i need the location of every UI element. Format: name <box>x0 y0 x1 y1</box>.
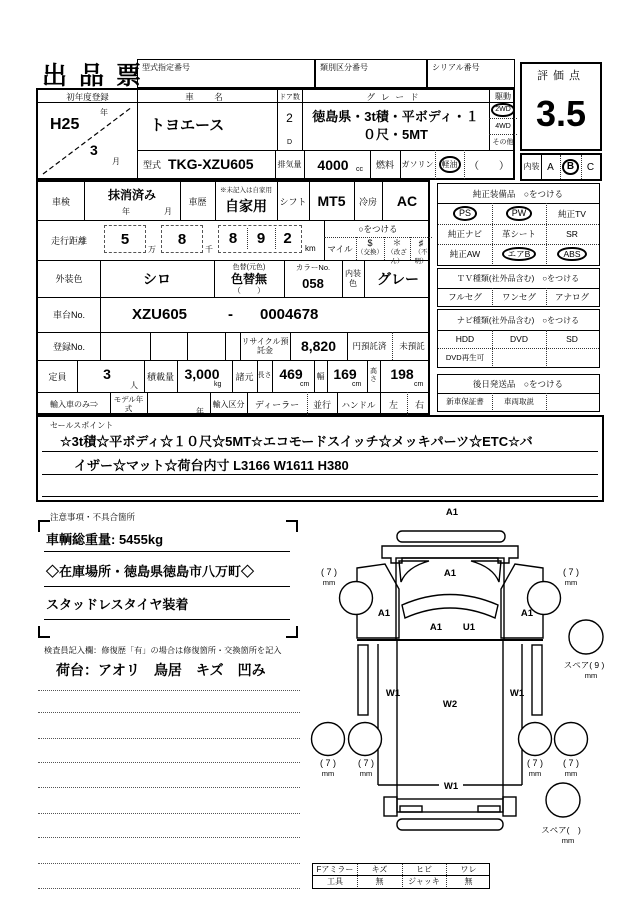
later-shipment-title: 後日発送品 ○をつける <box>472 379 564 389</box>
tools-scratch-label: キズ <box>371 865 388 874</box>
flag-unknown-symbol: ♯ <box>418 238 424 248</box>
mileage-unit-man: 万 <box>148 245 156 254</box>
inspector-rule <box>38 712 300 713</box>
equip-abs-circled: ABS <box>557 247 586 261</box>
recycle-paid: 円預託済 <box>352 341 387 351</box>
flag-tampered-symbol: ＊ <box>392 238 402 248</box>
mileage-digit-5: 2 <box>283 230 292 247</box>
history-value: 自家用 <box>225 198 267 214</box>
windshield-band <box>402 595 498 619</box>
tv-analog: アナログ <box>554 291 589 302</box>
navi-hdd: HDD <box>455 334 475 344</box>
drive-option-4wd: 4WD <box>495 122 511 130</box>
inspector-rule <box>38 863 300 864</box>
recycle-label: リサイクル預託金 <box>241 336 289 355</box>
mark-a1-fender-right: A1 <box>520 608 534 619</box>
recycle-amount: 8,820 <box>300 338 337 354</box>
windshield-corner-left <box>399 561 429 582</box>
notes-line2: ◇在庫場所・徳島県徳島市八万町◇ <box>46 564 255 579</box>
equip-airbag <box>492 244 546 264</box>
first-reg-month: 3 <box>90 142 98 158</box>
chassis-no-right: 0004678 <box>260 306 319 323</box>
recolor-paren: （ ） <box>233 285 265 295</box>
shaken-value: 抹消済み <box>107 187 156 202</box>
dims-length-unit: cm <box>300 381 310 388</box>
mileage-digit-4: 9 <box>256 230 266 247</box>
first-reg-diagonal <box>38 102 137 179</box>
inspector-rule <box>38 888 300 889</box>
mileage-mark-title: ○をつける <box>358 223 398 234</box>
wheel-rear-left-outer <box>312 723 345 756</box>
mileage-unit-km: km <box>305 244 316 253</box>
shift-value: MT5 <box>317 193 346 209</box>
tread-rear-right-outer: ( 7 ) <box>562 758 580 768</box>
spare-bottom-unit: mm <box>561 836 575 845</box>
tail-lamp-left <box>400 806 422 812</box>
import-handle-right: 右 <box>414 400 424 410</box>
import-dealer: ディーラー <box>254 400 300 410</box>
mark-w2-bed: W2 <box>442 699 458 710</box>
sales-points-label: セールスポイント <box>50 421 114 430</box>
reg-no-label: 登録No. <box>52 341 85 352</box>
score-box <box>520 62 602 151</box>
mileage-digit-1: 5 <box>104 225 146 253</box>
tv-fullseg: フルセグ <box>448 291 482 302</box>
sales-points-box <box>36 415 604 502</box>
navi-type-title: ナビ種類(社外品含む) ○をつける <box>456 315 580 325</box>
first-reg-year-unit: 年 <box>100 108 108 117</box>
cooling-label: 冷房 <box>358 196 377 207</box>
doors-value: 2 <box>286 111 293 125</box>
inspector-rule <box>38 762 300 763</box>
spare-top-label: スペア( 9 ) <box>563 660 605 670</box>
inspector-rule <box>38 738 300 739</box>
drive-2wd-circled: 2WD <box>491 103 515 117</box>
equip-airbag-circled: エアB <box>502 247 537 261</box>
wheel-rear-left-inner <box>349 723 382 756</box>
tread-rear-right-outer-unit: mm <box>564 769 578 778</box>
notes-label: 注意事項・不具合箇所 <box>50 512 136 522</box>
wheel-rear-right-inner <box>519 723 552 756</box>
drive-label: 駆動 <box>495 92 511 101</box>
mileage-unit-sen: 千 <box>205 245 213 254</box>
notes-line3: スタッドレスタイヤ装着 <box>46 597 189 612</box>
front-bumper <box>397 531 505 542</box>
dims-label: 諸元 <box>235 371 254 382</box>
interior-grade-b-circled: B <box>562 159 579 175</box>
capacity-unit: 人 <box>130 381 138 390</box>
navi-type-box <box>437 309 600 368</box>
tools-tool-label: 工具 <box>327 876 343 886</box>
mark-a1-cab: A1 <box>429 622 443 633</box>
interior-grade-b <box>560 155 581 179</box>
tread-rear-right-inner-unit: mm <box>528 769 542 778</box>
displacement-unit: cc <box>356 166 363 173</box>
tools-break-label: ワレ <box>460 865 477 874</box>
interior-color-value: グレー <box>377 270 419 287</box>
equip-leather: 革シート <box>501 229 536 239</box>
inspector-rule <box>38 837 300 838</box>
inspector-label: 検査員記入欄：修復歴「有」の場合は修復箇所・交換箇所を記入 <box>44 646 282 655</box>
dims-height-label: 高さ <box>370 367 377 383</box>
tools-crack-label: ヒビ <box>416 865 432 874</box>
payload-value: 3,000 <box>184 366 220 382</box>
windshield-corner-right <box>471 561 501 582</box>
bracket-top-right <box>286 520 298 532</box>
shaken-month-unit: 月 <box>164 207 172 216</box>
import-parallel: 並行 <box>312 400 331 410</box>
capacity-label: 定員 <box>48 371 67 382</box>
spare-bottom-label: スペア( ) <box>541 825 581 835</box>
flag-tampered-caption: （改ざん） <box>387 249 407 265</box>
drive-option-2wd <box>489 102 517 118</box>
recolor-value: 色替無 <box>230 271 267 286</box>
shaken-label: 車検 <box>51 196 70 207</box>
recolor-label: 色替(元色) <box>232 263 266 271</box>
spare-tire-bottom <box>546 783 580 817</box>
tread-rear-right-inner: ( 7 ) <box>526 758 544 768</box>
dims-length-label: 長さ <box>257 371 272 379</box>
fuel-diesel-circled: 軽油 <box>439 156 461 174</box>
equip-navi: 純正ナビ <box>447 229 482 239</box>
equip-pw <box>492 203 546 224</box>
main-table-top <box>36 88 515 180</box>
shaken-year-unit: 年 <box>122 207 130 216</box>
import-handle-label: ハンドル <box>341 399 376 410</box>
history-label: 車歴 <box>188 196 207 207</box>
notes-bracket-box <box>38 520 298 638</box>
later-manual: 車両取説 <box>504 397 534 406</box>
interior-grade-box <box>520 153 602 181</box>
tools-jack-label: ジャッキ <box>408 876 440 886</box>
main-table-mid <box>36 180 430 415</box>
equip-ps-circled: PS <box>453 206 477 221</box>
tools-none-1: 無 <box>375 876 384 886</box>
interior-grade-label: 内装 <box>523 162 540 172</box>
equipment-title: 純正装備品 ○をつける <box>472 188 564 199</box>
equip-sr: SR <box>566 229 578 239</box>
payload-unit: kg <box>214 381 222 388</box>
mark-w1-bottom: W1 <box>443 781 459 792</box>
serial-box <box>427 59 515 88</box>
tread-rear-left-inner: ( 7 ) <box>357 758 375 768</box>
equip-abs <box>546 244 598 264</box>
import-handle-left: 左 <box>388 400 398 410</box>
inspector-entry: 荷台：アオリ 鳥居 キズ 凹み <box>56 662 266 678</box>
tools-none-2: 無 <box>464 876 473 886</box>
mileage-digit-3: 8 <box>228 230 238 247</box>
bracket-bottom-left <box>38 626 50 638</box>
import-division-label: 輸入区分 <box>212 400 245 409</box>
interior-grade-a: A <box>547 161 554 173</box>
later-shipment-box <box>437 374 600 412</box>
wheel-rear-right-outer <box>555 723 588 756</box>
mark-w1-left: W1 <box>385 688 401 699</box>
car-name-value: トヨエース <box>150 117 225 134</box>
bracket-bottom-right <box>286 626 298 638</box>
tread-rear-left-inner-unit: mm <box>359 769 373 778</box>
equip-tv: 純正TV <box>558 208 586 219</box>
mileage-label: 走行距離 <box>50 235 87 246</box>
tread-front-right: ( 7 ) <box>562 567 580 577</box>
sheet-title: 出品票 <box>42 62 154 90</box>
navi-sd: SD <box>566 334 578 344</box>
tail-tab-right <box>503 797 516 816</box>
car-name-label: 車 名 <box>185 91 229 102</box>
equip-ps <box>438 203 492 224</box>
model-label: 型式 <box>142 160 161 170</box>
bed-guard-right <box>532 645 542 715</box>
model-value: TKG-XZU605 <box>168 156 254 172</box>
dims-height-unit: cm <box>414 381 424 388</box>
payload-label: 積載量 <box>146 371 174 382</box>
score-value: 3.5 <box>535 93 587 134</box>
doors-label: ドア数 <box>279 93 300 101</box>
displacement-label: 排気量 <box>277 160 302 169</box>
import-year-unit: 年 <box>196 407 204 416</box>
navi-dvd-playable: DVD再生可 <box>445 352 485 362</box>
mark-u1-cab: U1 <box>462 622 476 633</box>
mileage-flag-exchange <box>356 238 384 260</box>
dims-width-value: 169 <box>333 366 357 382</box>
first-reg-label: 初年度登録 <box>66 91 109 102</box>
exterior-color-value: シロ <box>143 270 171 287</box>
cooling-value: AC <box>396 193 418 209</box>
wheel-front-left <box>340 582 373 615</box>
doors-sub: D <box>286 138 293 146</box>
flag-exchange-caption: （交換） <box>357 249 383 256</box>
color-no-value: 058 <box>302 275 324 291</box>
mileage-flag-unknown <box>410 238 432 265</box>
sales-points-line1: ☆3t積☆平ボディ☆１０尺☆5MT☆エコモードスイッチ☆メッキパーツ☆ETC☆バ <box>60 434 533 449</box>
flag-exchange-symbol: $ <box>367 238 373 248</box>
tread-rear-left-outer-unit: mm <box>321 769 335 778</box>
flag-unknown-caption: （不明） <box>414 249 428 265</box>
grade-label: グレード <box>366 91 425 102</box>
tv-type-box <box>437 268 600 307</box>
first-reg-month-unit: 月 <box>112 157 120 166</box>
shift-label: シフト <box>279 196 307 207</box>
mark-w1-right: W1 <box>509 688 525 699</box>
recycle-unpaid: 未預託 <box>399 341 425 351</box>
grade-value: 徳島県・3t積・平ボディ・１０尺・5MT <box>312 109 479 142</box>
history-note: ※未記入は自家用 <box>220 187 272 194</box>
mark-a1-fender-left: A1 <box>377 608 391 619</box>
first-reg-year: H25 <box>50 116 80 133</box>
inspector-rule <box>38 787 300 788</box>
dims-length-value: 469 <box>279 366 303 382</box>
serial-label: シリアル番号 <box>432 63 480 72</box>
sales-points-line2: イザー☆マット☆荷台内寸 L3166 W1611 H380 <box>74 458 349 473</box>
interior-grade-c: C <box>586 161 595 173</box>
mileage-digits-box <box>218 225 302 253</box>
dims-height-value: 198 <box>390 366 414 382</box>
inspector-rule <box>38 690 300 691</box>
displacement-value: 4000 <box>317 156 349 173</box>
model-designation-box <box>137 59 315 88</box>
score-label: 評価点 <box>537 70 585 82</box>
import-label: 輸入車のみ⇒ <box>50 400 98 409</box>
mileage-digit-2: 8 <box>161 225 203 253</box>
mileage-mile: マイル <box>327 243 353 254</box>
equip-aw: 純正AW <box>449 249 481 259</box>
class-division-box <box>315 59 427 88</box>
tail-tab-left <box>384 797 397 816</box>
import-model-year-label: モデル年式 <box>113 394 144 413</box>
dims-width-label: 幅 <box>316 371 325 381</box>
fuel-option-gasoline: ガソリン <box>401 160 434 169</box>
fuel-label: 燃料 <box>375 160 394 170</box>
navi-dvd: DVD <box>510 334 528 344</box>
tv-type-title: ＴＶ種類(社外品含む) ○をつける <box>456 274 580 283</box>
chassis-no-dash: - <box>228 306 233 323</box>
model-designation-label: 型式指定番号 <box>142 63 190 72</box>
fuel-paren: （ ） <box>469 161 509 172</box>
chassis-no-label: 車台No. <box>52 310 85 320</box>
fuel-option-diesel <box>435 150 464 179</box>
tread-front-right-unit: mm <box>564 578 578 587</box>
equip-pw-circled: PW <box>506 206 533 221</box>
bed-guard-left <box>358 645 368 715</box>
dims-width-unit: cm <box>352 381 362 388</box>
mileage-flag-tampered <box>384 238 410 265</box>
tread-front-left: ( 7 ) <box>320 567 338 577</box>
rear-bumper <box>397 819 503 830</box>
inspector-rule <box>38 813 300 814</box>
tail-lamp-right <box>478 806 500 812</box>
mark-a1-top: A1 <box>445 507 459 518</box>
drive-option-other: その他 <box>492 139 514 146</box>
notes-line1: 車輌総重量: 5455kg <box>46 532 164 547</box>
later-warranty: 新車保証書 <box>446 397 484 406</box>
interior-color-label: 内装色 <box>345 269 361 288</box>
color-no-label: カラーNo. <box>295 263 331 272</box>
tools-table <box>312 863 490 889</box>
tread-rear-left-outer: ( 7 ) <box>319 758 337 768</box>
tools-mirror-label: Fアミラー <box>316 865 354 874</box>
spare-tire-top <box>569 620 603 654</box>
vehicle-diagram <box>300 498 640 860</box>
equipment-box <box>437 183 600 266</box>
mark-a1-windshield: A1 <box>443 568 457 579</box>
capacity-value: 3 <box>103 366 111 382</box>
spare-top-unit: mm <box>584 671 598 680</box>
tread-front-left-unit: mm <box>322 578 336 587</box>
chassis-no-left: XZU605 <box>132 306 188 323</box>
exterior-color-label: 外装色 <box>55 274 83 284</box>
class-division-label: 類別区分番号 <box>320 63 368 72</box>
tv-oneseg: ワンセグ <box>501 291 536 302</box>
